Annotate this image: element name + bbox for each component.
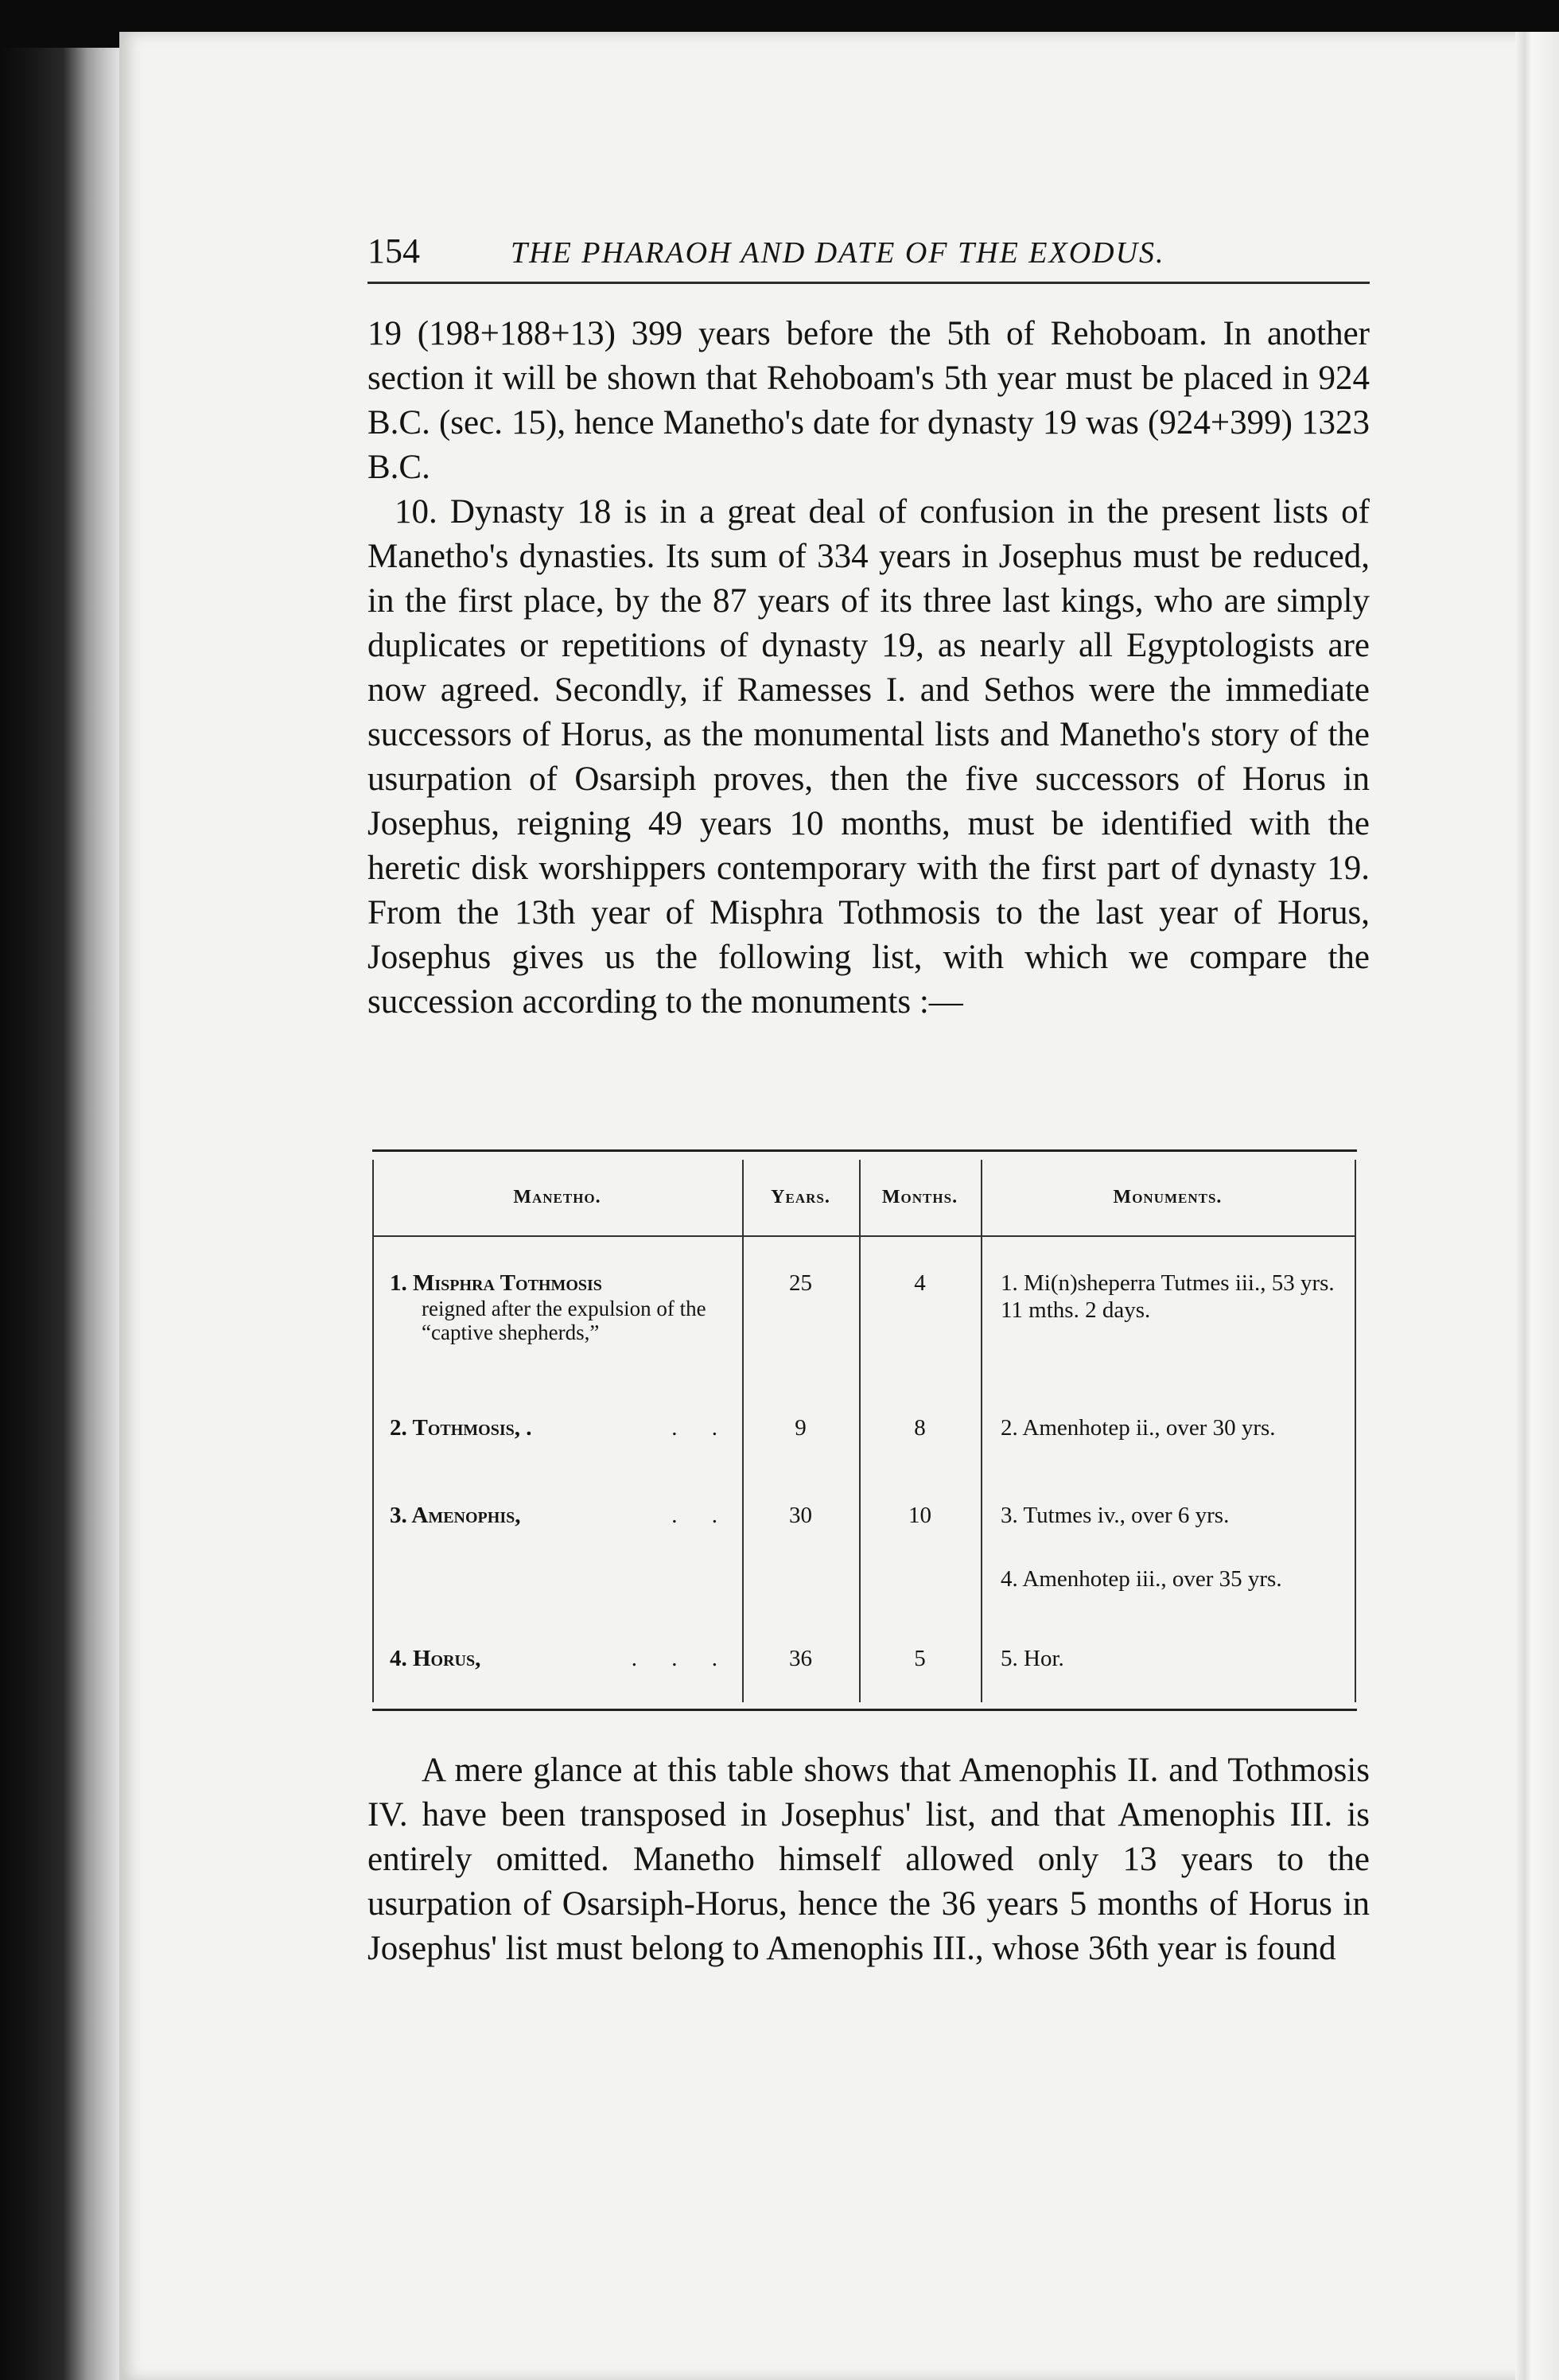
manetho-king: 3. Amenophis, bbox=[390, 1503, 521, 1528]
book-binding bbox=[0, 48, 119, 2380]
months-value: 8 bbox=[914, 1415, 926, 1441]
table-border-right bbox=[1355, 1160, 1356, 1702]
column-header-monuments: Monuments. bbox=[1113, 1187, 1223, 1208]
column-header-months: Months. bbox=[881, 1187, 958, 1208]
paragraph-closing: A mere glance at this table shows that Amenophis II. and Tothmosis IV. have been transposed in Josephus' list, and that Amenophis III. is entirely omitted. Manetho himself allowed only 13 years to the usurpation of Osarsiph-Horus, hence the 36 years 5 months of Horus in Josephus' list must belong to Amenophis III., whose 36th year is found bbox=[367, 1752, 1370, 1967]
monument-entry: 3. Tutmes iv., over 6 yrs. bbox=[1001, 1503, 1230, 1528]
years-value: 9 bbox=[795, 1415, 807, 1441]
monument-entry: 5. Hor. bbox=[1001, 1646, 1064, 1671]
years-value: 36 bbox=[789, 1646, 812, 1671]
years-value: 30 bbox=[789, 1503, 812, 1528]
table-row bbox=[390, 1502, 732, 1529]
table-header-rule bbox=[374, 1235, 1355, 1237]
table-row bbox=[390, 1270, 732, 1344]
succession-table bbox=[372, 1149, 1357, 1711]
table-row bbox=[390, 1645, 732, 1672]
column-header-years: Years. bbox=[771, 1187, 830, 1208]
table-border-left bbox=[372, 1160, 374, 1702]
manetho-king: 4. Horus, bbox=[390, 1646, 481, 1671]
page-number: 154 bbox=[367, 231, 420, 270]
table-divider bbox=[981, 1160, 982, 1702]
years-value: 25 bbox=[789, 1270, 812, 1296]
paragraph-section-10: 10. Dynasty 18 is in a great deal of confusion in the present lists of Manetho's dynasties. Its sum of 334 years in Josephus must be reduced, in the first place, by the 87 years of its three last kings, who are simply duplicates or repetitions of dynasty 19, as nearly all Egyptologists are now agreed. Secondly, if Ramesses I. and Sethos were the immediate successors of Horus, as the monumental lists and Manetho's story of the usurpation of Osarsiph proves, then the five successors of Horus in Josephus, reigning 49 years 10 months, must be identified with the heretic disk worshippers contemporary with the first part of dynasty 19. From the 13th year of Misphra Tothmosis to the last year of Horus, Josephus gives us the following list, with which we compare the succession according to the monuments :— bbox=[367, 493, 1370, 1021]
leader-dots: . . . bbox=[631, 1646, 732, 1671]
column-header-manetho: Manetho. bbox=[513, 1187, 601, 1208]
page-edge bbox=[1515, 32, 1559, 2380]
table-row bbox=[390, 1414, 732, 1441]
running-title: THE PHARAOH AND DATE OF THE EXODUS. bbox=[511, 236, 1165, 270]
monument-entry: 1. Mi(n)sheperra Tutmes iii., 53 yrs. 11 mths. 2 days. bbox=[1001, 1270, 1335, 1323]
paragraph-continuation: 19 (198+188+13) 399 years before the 5th of Rehoboam. In another section it will be shown that Rehoboam's 5th year must be placed in 924 B.C. (sec. 15), hence Manetho's date for dynasty 19 was (924+399) 1323 B.C. bbox=[367, 315, 1370, 486]
months-value: 10 bbox=[908, 1503, 931, 1528]
closing-text bbox=[367, 1748, 1370, 1971]
running-header bbox=[367, 231, 1370, 284]
months-value: 5 bbox=[914, 1646, 926, 1671]
months-value: 4 bbox=[914, 1270, 926, 1296]
monument-entry: 4. Amenhotep iii., over 35 yrs. bbox=[1001, 1566, 1282, 1592]
manetho-king: 1. Misphra Tothmosis bbox=[390, 1270, 602, 1296]
body-text bbox=[367, 312, 1370, 1025]
manetho-note: reigned after the expulsion of the “captive shepherds,” bbox=[422, 1297, 706, 1344]
monument-entry: 2. Amenhotep ii., over 30 yrs. bbox=[1001, 1415, 1276, 1441]
manetho-king: 2. Tothmosis, . bbox=[390, 1415, 532, 1441]
leader-dots: . . bbox=[671, 1503, 732, 1528]
leader-dots: . . bbox=[671, 1415, 732, 1441]
